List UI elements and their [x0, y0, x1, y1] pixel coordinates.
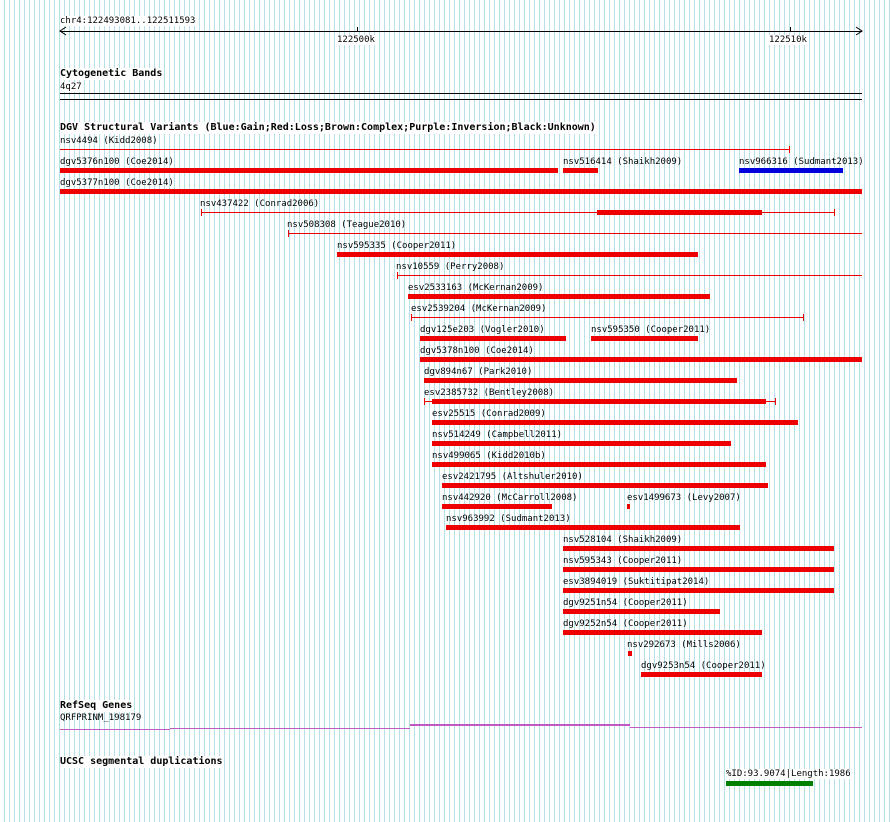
variant-end-cap [834, 209, 835, 216]
variant-feature[interactable] [739, 168, 843, 173]
variant-label: dgv5376n100 (Coe2014) [60, 157, 174, 167]
cytoband-track-title[interactable]: Cytogenetic Bands [60, 68, 163, 79]
variant-label: dgv894n67 (Park2010) [424, 367, 533, 377]
variant-end-cap [789, 146, 790, 153]
variant-feature[interactable] [420, 357, 862, 362]
variant-feature[interactable] [641, 672, 762, 677]
gene-feature[interactable] [170, 728, 410, 729]
variant-label: nsv595343 (Cooper2011) [563, 556, 683, 566]
variant-label: nsv292673 (Mills2006) [627, 640, 741, 650]
gene-label: QRFPRINM_198179 [60, 713, 142, 723]
variant-feature[interactable] [432, 441, 731, 446]
variant-feature[interactable] [411, 317, 804, 318]
variant-feature[interactable] [432, 420, 798, 425]
variant-label: nsv4494 (Kidd2008) [60, 136, 158, 146]
variant-feature[interactable] [563, 168, 598, 173]
variant-label: esv3894019 (Suktitipat2014) [563, 577, 710, 587]
variant-feature[interactable] [563, 630, 762, 635]
variant-end-cap [411, 314, 412, 321]
variant-feature[interactable] [563, 567, 834, 572]
variant-end-cap [775, 398, 776, 405]
variant-end-cap [397, 272, 398, 279]
variant-label: esv1499673 (Levy2007) [627, 493, 741, 503]
gene-feature[interactable] [410, 724, 630, 726]
variant-end-cap [288, 230, 289, 237]
variant-label: nsv963992 (Sudmant2013) [446, 514, 571, 524]
variant-feature[interactable] [563, 588, 834, 593]
variant-feature[interactable] [420, 336, 566, 341]
variant-label: nsv442920 (McCarroll2008) [442, 493, 578, 503]
variant-label: nsv595350 (Cooper2011) [591, 325, 711, 335]
segdup-track-title[interactable]: UCSC segmental duplications [60, 756, 223, 767]
variant-feature[interactable] [288, 233, 862, 234]
variant-feature[interactable] [442, 483, 768, 488]
cytoband-label: 4q27 [60, 82, 82, 92]
gene-feature[interactable] [630, 727, 862, 728]
variant-label: nsv966316 (Sudmant2013) [739, 157, 864, 167]
variant-label: nsv499065 (Kidd2010b) [432, 451, 546, 461]
segdup-feature[interactable] [726, 781, 813, 786]
variant-label: esv2385732 (Bentley2008) [424, 388, 555, 398]
variant-label: dgv5378n100 (Coe2014) [420, 346, 534, 356]
variant-feature[interactable] [432, 462, 766, 467]
variant-label: dgv9251n54 (Cooper2011) [563, 598, 688, 608]
position-label: chr4:122493081..122511593 [60, 16, 196, 26]
ruler-tick [790, 27, 791, 32]
variant-block[interactable] [597, 210, 762, 215]
variant-feature[interactable] [442, 504, 552, 509]
variant-feature[interactable] [628, 651, 632, 656]
variant-label: dgv9252n54 (Cooper2011) [563, 619, 688, 629]
ruler-tick-label: 122500k [337, 35, 375, 45]
ruler-arrows [0, 0, 890, 40]
variant-feature[interactable] [60, 168, 558, 173]
variant-label: nsv437422 (Conrad2006) [200, 199, 320, 209]
variant-block[interactable] [432, 399, 766, 404]
variant-feature[interactable] [591, 336, 698, 341]
dgv-track-title[interactable]: DGV Structural Variants (Blue:Gain;Red:Loss;Brown:Complex;Purple:Inversion;Black:Unknown) [60, 122, 596, 133]
ruler-tick-label: 122510k [769, 35, 807, 45]
variant-label: nsv514249 (Campbell2011) [432, 430, 563, 440]
cytoband-line [60, 99, 862, 100]
variant-label: nsv508308 (Teague2010) [287, 220, 407, 230]
variant-label: esv25515 (Conrad2009) [432, 409, 546, 419]
variant-label: dgv9253n54 (Cooper2011) [641, 661, 766, 671]
variant-feature[interactable] [563, 609, 720, 614]
variant-end-cap [803, 314, 804, 321]
variant-feature[interactable] [446, 525, 740, 530]
variant-end-cap [424, 398, 425, 405]
variant-feature[interactable] [337, 252, 698, 257]
variant-label: esv2421795 (Altshuler2010) [442, 472, 583, 482]
variant-label: nsv595335 (Cooper2011) [337, 241, 457, 251]
variant-feature[interactable] [397, 275, 862, 276]
variant-label: nsv516414 (Shaikh2009) [563, 157, 683, 167]
ruler-tick [357, 27, 358, 32]
variant-label: nsv10559 (Perry2008) [396, 262, 505, 272]
segdup-label: %ID:93.9074|Length:1986 [726, 769, 851, 779]
variant-label: esv2539204 (McKernan2009) [411, 304, 547, 314]
variant-label: dgv5377n100 (Coe2014) [60, 178, 174, 188]
variant-feature[interactable] [627, 504, 630, 509]
variant-label: nsv528104 (Shaikh2009) [563, 535, 683, 545]
variant-end-cap [201, 209, 202, 216]
refseq-track-title[interactable]: RefSeq Genes [60, 700, 133, 711]
variant-feature[interactable] [60, 149, 790, 150]
gene-feature[interactable] [60, 729, 170, 730]
variant-feature[interactable] [563, 546, 834, 551]
variant-label: esv2533163 (McKernan2009) [408, 283, 544, 293]
variant-feature[interactable] [424, 378, 737, 383]
cytoband-line[interactable] [60, 93, 862, 94]
variant-feature[interactable] [60, 189, 862, 194]
variant-label: dgv125e203 (Vogler2010) [420, 325, 545, 335]
variant-feature[interactable] [408, 294, 710, 299]
